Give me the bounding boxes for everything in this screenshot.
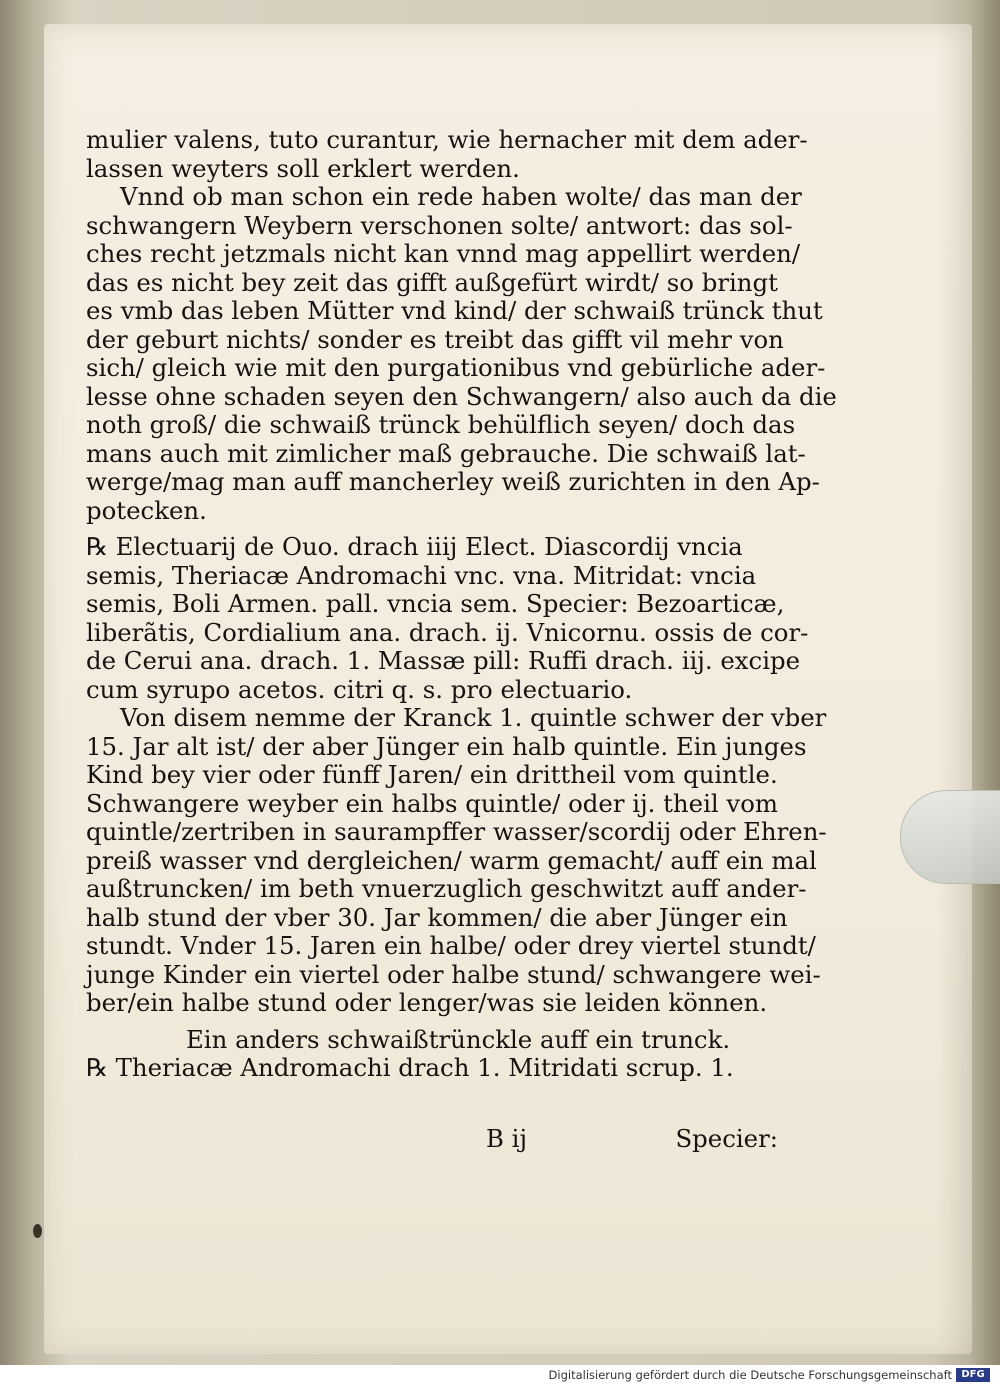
recipe-line: cum syrupo acetos. citri q. s. pro electuario.: [86, 674, 633, 704]
dfg-logo: DFG: [956, 1368, 990, 1382]
text-line: sich/ gleich wie mit den purgationibus vnd gebürliche ader-: [86, 353, 826, 382]
text-line: halb stund der vber 30. Jar kommen/ die aber Jünger ein: [86, 902, 788, 932]
text-line: quintle/zertriben in saurampffer wasser/scordij oder Ehren-: [86, 817, 827, 846]
section-heading: Ein anders schwaißtrünckle auff ein trunck.: [186, 1024, 731, 1054]
text-line: preiß wasser vnd dergleichen/ warm gemacht/ auff ein mal: [86, 845, 817, 875]
page-footer-marks: [86, 1124, 786, 1154]
text-line: noth groß/ die schwaiß trünck behülflich seyen/ doch das: [86, 410, 796, 439]
text-line: lesse ohne schaden seyen den Schwangern/ also auch da die: [86, 381, 837, 411]
catchword: Specier:: [675, 1124, 778, 1153]
text-line: mans auch mit zimlicher maß gebrauche. Die schwaiß lat-: [86, 438, 806, 468]
text-line: ber/ein halbe stund oder lenger/was sie leiden können.: [86, 988, 768, 1017]
text-line: außtruncken/ im beth vnuerzuglich geschwitzt auff ander-: [86, 874, 807, 903]
text-line: potecken.: [86, 495, 207, 525]
text-line: Schwangere weyber ein halbs quintle/ oder ij. theil vom: [86, 788, 779, 818]
text-line: der geburt nichts/ sonder es treibt das gifft vil mehr von: [86, 324, 784, 354]
recipe-line: semis, Boli Armen. pall. vncia sem. Specier: Bezoarticæ,: [86, 589, 785, 618]
recipe-line: ℞ Theriacæ Andromachi drach 1. Mitridati scrup. 1.: [86, 1053, 734, 1082]
page-text: [86, 125, 837, 1083]
text-line: Vnnd ob man schon ein rede haben wolte/ das man der: [120, 182, 802, 211]
text-line: das es nicht bey zeit das gifft außgefürt wirdt/ so bringt: [86, 267, 778, 297]
recipe-line: liberãtis, Cordialium ana. drach. ij. Vnicornu. ossis de cor-: [86, 617, 809, 647]
recipe-line: semis, Theriacæ Andromachi vnc. vna. Mitridat: vncia: [86, 560, 757, 590]
text-line: schwangern Weybern verschonen solte/ antwort: das sol-: [86, 210, 793, 240]
recipe-line: ℞ Electuarij de Ouo. drach iiij Elect. Diascordij vncia: [86, 532, 743, 561]
text-line: junge Kinder ein viertel oder halbe stund/ schwangere wei-: [86, 959, 821, 989]
funding-credit: Digitalisierung gefördert durch die Deutsche Forschungsgemeinschaft: [548, 1368, 952, 1382]
text-line: ches recht jetzmals nicht kan vnnd mag appellirt werden/: [86, 239, 801, 268]
text-line: mulier valens, tuto curantur, wie hernacher mit dem ader-: [86, 125, 808, 154]
text-line: 15. Jar alt ist/ der aber Jünger ein halb quintle. Ein junges: [86, 731, 807, 761]
text-line: lassen weyters soll erklert werden.: [86, 153, 520, 183]
text-line: Kind bey vier oder fünff Jaren/ ein drittheil vom quintle.: [86, 760, 778, 789]
page-clip: [900, 790, 1000, 884]
text-line: Von disem nemme der Kranck 1. quintle schwer der vber: [120, 703, 827, 732]
recipe-line: de Cerui ana. drach. 1. Massæ pill: Ruffi drach. iij. excipe: [86, 646, 801, 675]
text-line: es vmb das leben Mütter vnd kind/ der schwaiß trünck thut: [86, 296, 823, 325]
text-line: stundt. Vnder 15. Jaren ein halbe/ oder drey viertel stundt/: [86, 931, 816, 960]
text-line: werge/mag man auff mancherley weiß zurichten in den Ap-: [86, 467, 820, 496]
scan-footer: [0, 1365, 1000, 1387]
ink-blot: [33, 1224, 42, 1238]
signature-mark: B ij: [486, 1124, 528, 1153]
